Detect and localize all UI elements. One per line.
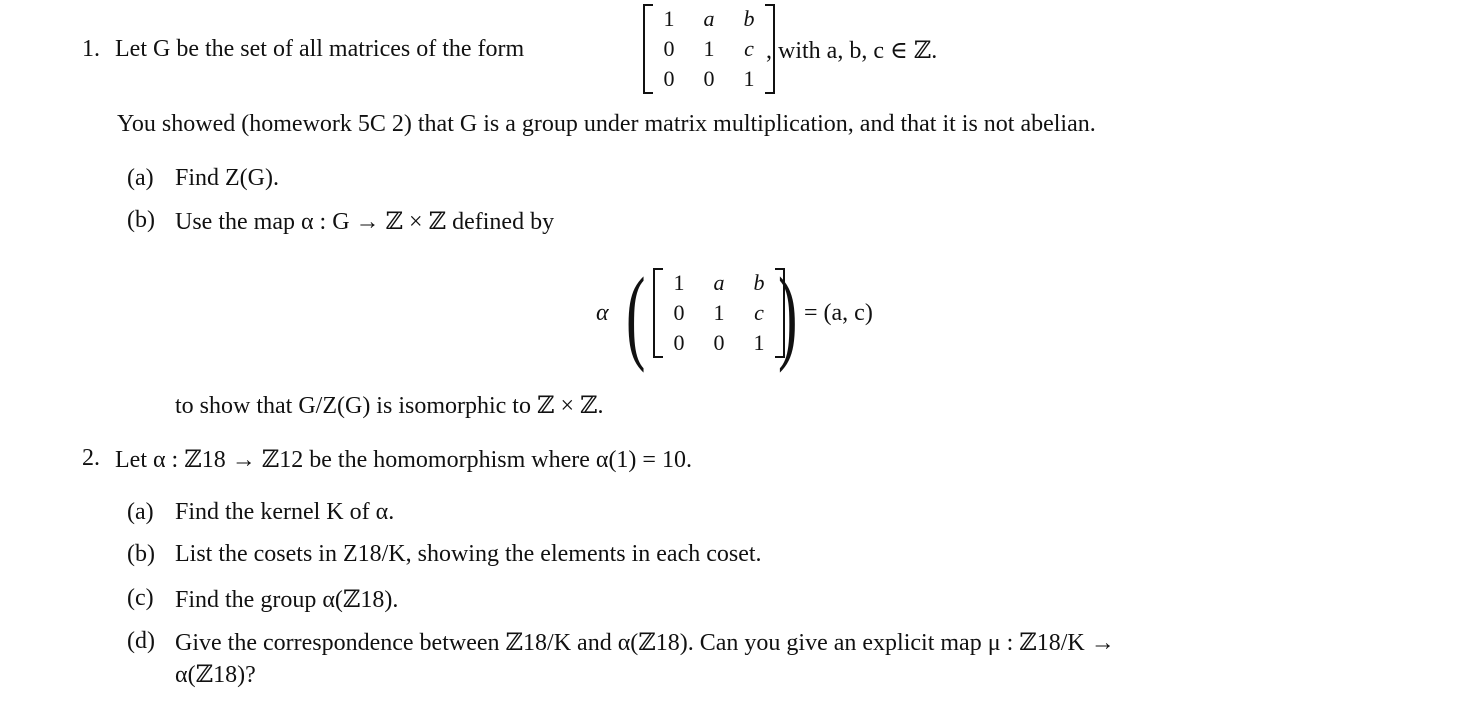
problem-1-context: You showed (homework 5C 2) that G is a group under matrix multiplication, and that it is not abelian.: [117, 111, 1096, 137]
part-label: (a): [127, 165, 154, 191]
matrix-cell: 0: [663, 66, 675, 91]
part-text-continuation: α(ℤ18)?: [175, 662, 256, 688]
matrix-cell: c: [754, 300, 764, 325]
problem-1-intro: Let G be the set of all matrices of the form: [115, 36, 525, 62]
part-text: Find Z(G).: [175, 165, 279, 191]
display-matrix: [653, 268, 785, 358]
part-label: (b): [127, 541, 155, 567]
matrix-cell: b: [753, 270, 765, 295]
part-text: Find the kernel K of α.: [175, 499, 395, 525]
part-text: List the cosets in Z18/K, showing the elements in each coset.: [175, 541, 762, 567]
right-paren: ): [778, 256, 798, 373]
part-label: (d): [127, 628, 155, 654]
matrix-cell: 1: [753, 330, 765, 355]
matrix-cell: a: [703, 6, 715, 31]
part-label: (c): [127, 585, 154, 611]
part-label: (b): [127, 207, 155, 233]
matrix-grid: [659, 268, 779, 358]
matrix-cell: 0: [673, 300, 685, 325]
problem-2-intro: Let α : ℤ18 → ℤ12 be the homomorphism where α(1) = 10.: [115, 447, 692, 473]
part-label: (a): [127, 499, 154, 525]
matrix-cell: 0: [713, 330, 725, 355]
matrix-cell: c: [744, 36, 754, 61]
matrix-grid: [649, 4, 769, 94]
matrix-cell: 1: [663, 6, 675, 31]
problem-1-conclusion: to show that G/Z(G) is isomorphic to ℤ × ℤ.: [175, 393, 604, 419]
matrix-form: [643, 4, 775, 94]
problem-1-intro-suffix: , with a, b, c ∈ ℤ.: [766, 38, 938, 64]
matrix-cell: a: [713, 270, 725, 295]
part-text: Find the group α(ℤ18).: [175, 587, 399, 613]
left-paren: (: [626, 256, 646, 373]
part-text: Give the correspondence between ℤ18/K and α(ℤ18). Can you give an explicit map μ : ℤ18/K →: [175, 630, 1115, 656]
problem-1-number: 1.: [82, 36, 100, 62]
matrix-cell: 1: [703, 36, 715, 61]
part-text: Use the map α : G → ℤ × ℤ defined by: [175, 209, 555, 235]
matrix-cell: b: [743, 6, 755, 31]
display-result: = (a, c): [804, 300, 873, 326]
matrix-cell: 1: [673, 270, 685, 295]
alpha-symbol: α: [596, 300, 609, 326]
matrix-cell: 0: [673, 330, 685, 355]
matrix-cell: 0: [703, 66, 715, 91]
matrix-cell: 1: [743, 66, 755, 91]
problem-2-number: 2.: [82, 445, 100, 471]
matrix-cell: 1: [713, 300, 725, 325]
matrix-cell: 0: [663, 36, 675, 61]
